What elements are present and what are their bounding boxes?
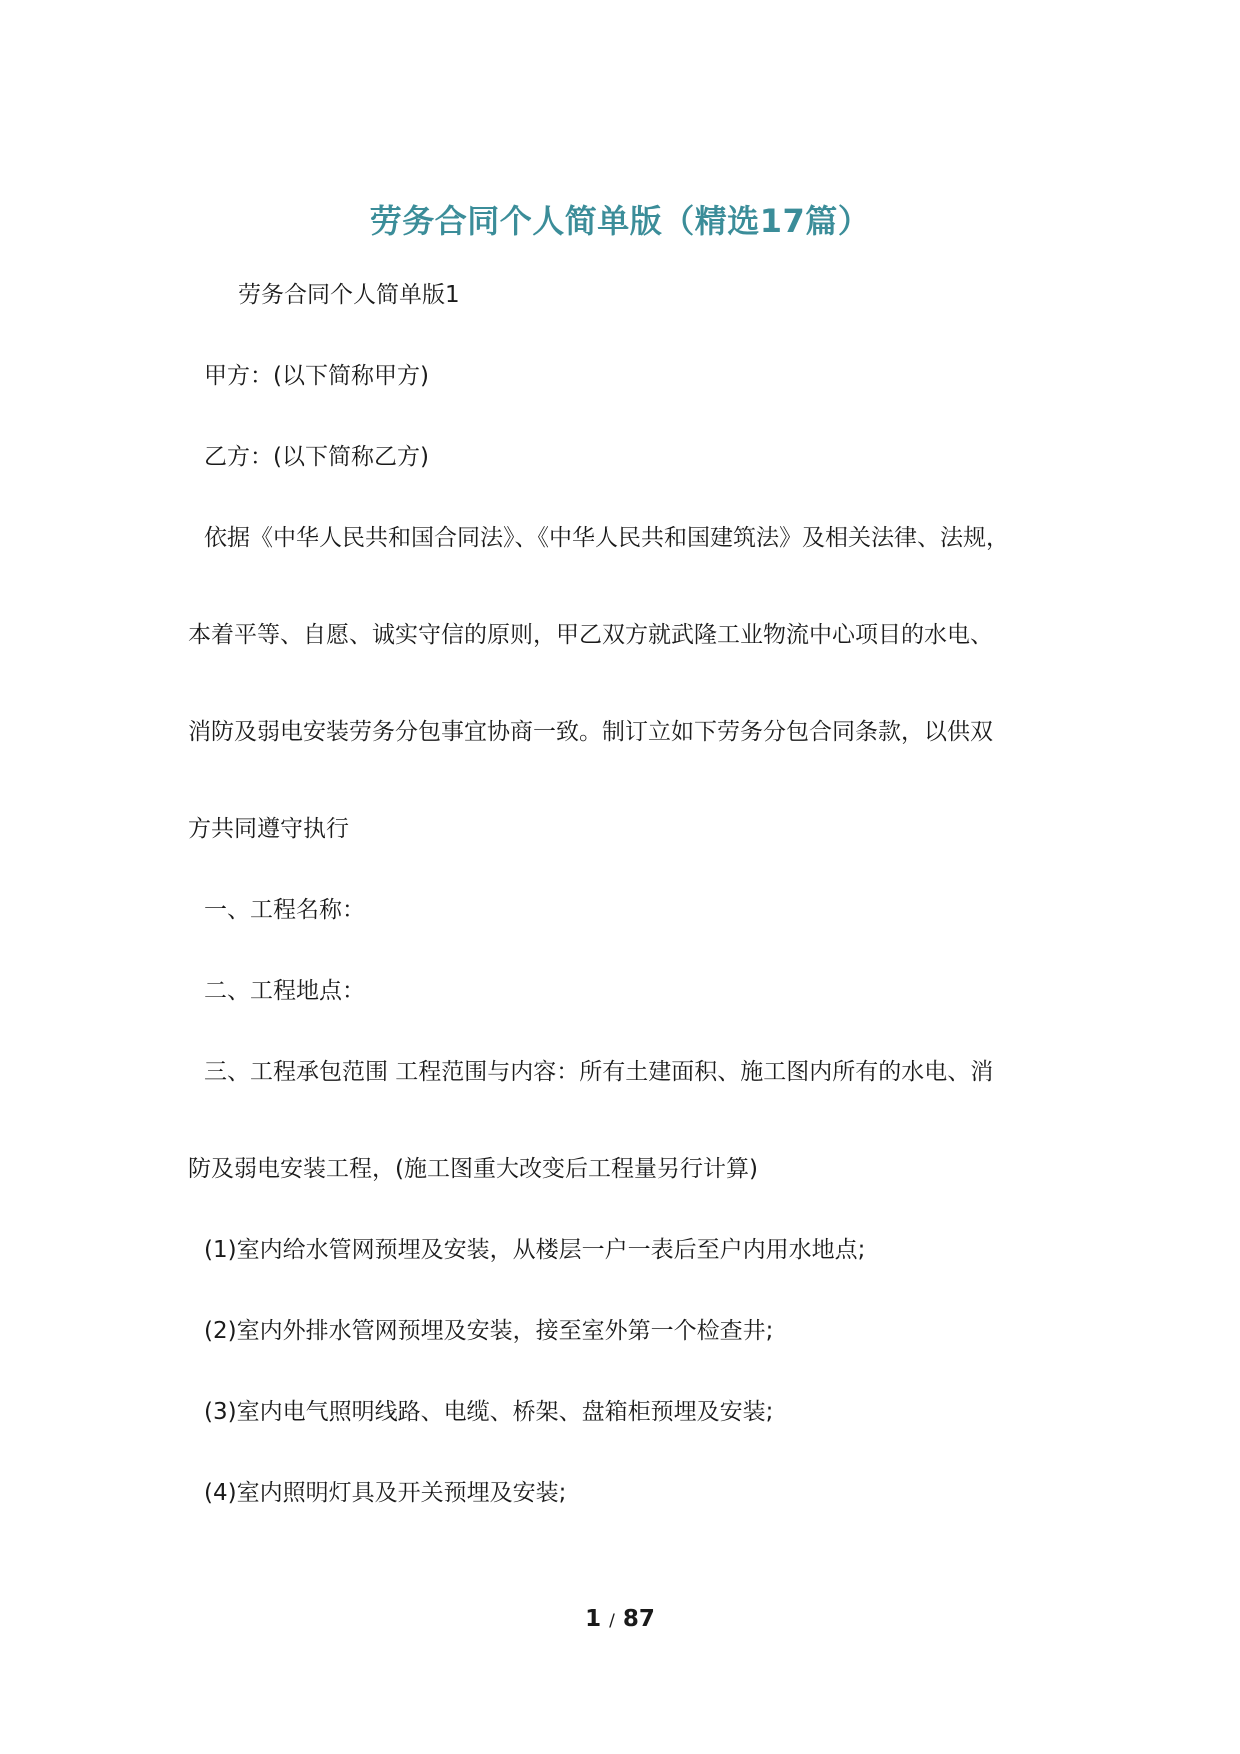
paragraph-line: 防及弱电安装工程，(施工图重大改变后工程量另行计算) [188,1156,758,1182]
section-heading: 劳务合同个人简单版1 [238,282,460,308]
paragraph-line: (3)室内电气照明线路、电缆、桥架、盘箱柜预埋及安装; [204,1399,774,1425]
paragraph-line: (2)室内外排水管网预埋及安装，接至室外第一个检查井; [204,1318,774,1344]
paragraph-line: 二、工程地点： [204,978,365,1004]
paragraph-line: (4)室内照明灯具及开关预埋及安装; [204,1480,567,1506]
paragraph-line: 一、工程名称： [204,897,365,923]
paragraph-line: 消防及弱电安装劳务分包事宜协商一致。制订立如下劳务分包合同条款，以供双 [188,719,993,745]
page-number [0,1606,1240,1632]
page-total: 87 [622,1606,655,1632]
paragraph-line: 方共同遵守执行 [188,816,349,842]
paragraph-line: 本着平等、自愿、诚实守信的原则，甲乙双方就武隆工业物流中心项目的水电、 [188,622,993,648]
paragraph-line: 三、工程承包范围 工程范围与内容：所有土建面积、施工图内所有的水电、消 [204,1059,994,1085]
page-separator: / [609,1611,615,1631]
page-current: 1 [585,1606,602,1632]
paragraph-line: 依据《中华人民共和国合同法》、《中华人民共和国建筑法》及相关法律、法规， [204,525,1009,551]
paragraph-line: 乙方：(以下简称乙方) [204,444,429,470]
paragraph-line: 甲方：(以下简称甲方) [204,363,429,389]
document-title: 劳务合同个人简单版（精选17篇） [369,202,871,240]
paragraph-line: (1)室内给水管网预埋及安装，从楼层一户一表后至户内用水地点; [204,1237,866,1263]
